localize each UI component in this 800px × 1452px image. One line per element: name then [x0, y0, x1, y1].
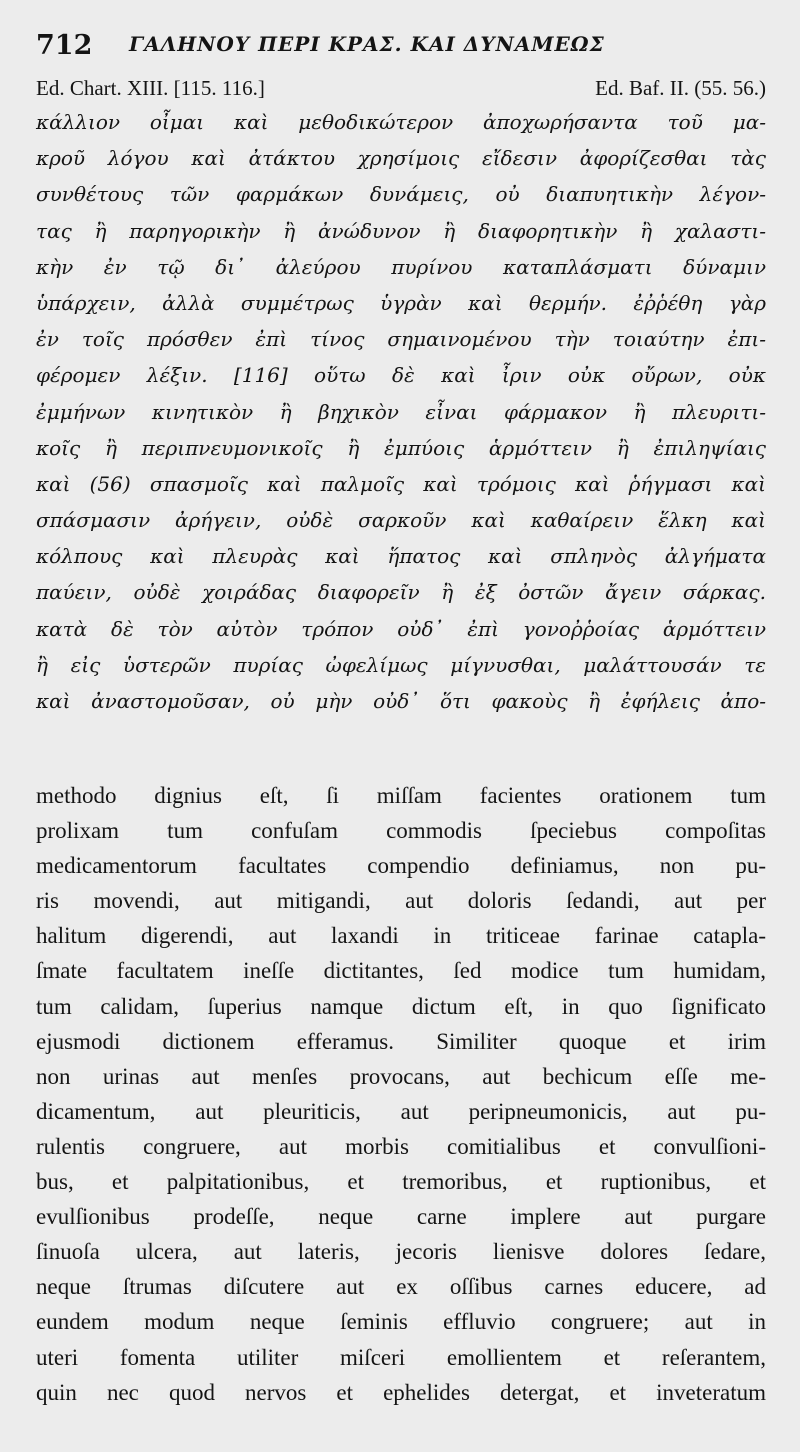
running-title: ΓΑΛΗΝΟΥ ΠΕΡΙ ΚΡΑΣ. ΚΑΙ ΔΥΝΑΜΕΩΣ: [129, 32, 605, 56]
latin-text-line: quin nec quod nervos et ephelides detergat, et inveteratum: [36, 1379, 766, 1405]
edition-reference-basel: Ed. Baf. II. (55. 56.): [595, 76, 766, 100]
latin-text-line: evulſionibus prodeſſe, neque carne implere aut purgare: [36, 1204, 766, 1230]
greek-text-line: ἐν τοῖς πρόσθεν ἐπὶ τίνος σημαινομένου τὴν τοιαύτην ἐπι-: [36, 327, 766, 352]
latin-text-line: rulentis congruere, aut morbis comitialibus et convulſioni-: [36, 1133, 766, 1159]
edition-references: [36, 76, 766, 102]
greek-text-line: ἐμμήνων κινητικὸν ἢ βηχικὸν εἶναι φάρμακον ἢ πλευριτι-: [36, 399, 766, 424]
greek-text-line: φέρομεν λέξιν. [116] οὕτω δὲ καὶ ἶριν οὐκ οὔρων, οὐκ: [36, 363, 766, 388]
greek-text-block: [36, 104, 766, 719]
greek-text-line: ὑπάρχειν, ἀλλὰ συμμέτρως ὑγρὰν καὶ θερμήν. ἐῤῥέθη γὰρ: [36, 290, 766, 315]
latin-text-line: methodo dignius eſt, ſi miſſam facientes orationem tum: [36, 783, 766, 808]
greek-text-line: παύειν, οὐδὲ χοιράδας διαφορεῖν ἢ ἐξ ὀστῶν ἄγειν σάρκας.: [36, 580, 766, 605]
greek-text-line: κάλλιον οἶμαι καὶ μεθοδικώτερον ἀποχωρήσαντα τοῦ μα-: [36, 110, 766, 134]
latin-text-line: ſinuoſa ulcera, aut lateris, jecoris lienisve dolores ſedare,: [36, 1239, 766, 1265]
latin-text-line: uteri fomenta utiliter miſceri emollientem et reſerantem,: [36, 1344, 766, 1370]
greek-text-line: καὶ ἀναστομοῦσαν, οὐ μὴν οὐδ᾽ ὅτι φακοὺς ἢ ἐφήλεις ἀπο-: [36, 689, 766, 713]
latin-text-block: [36, 778, 766, 1410]
page-number: 712: [36, 30, 93, 61]
greek-text-line: κατὰ δὲ τὸν αὐτὸν τρόπον οὐδ᾽ ἐπὶ γονοῤῥοίας ἁρμόττειν: [36, 616, 766, 641]
greek-text-line: ἢ εἰς ὑστερῶν πυρίας ὠφελίμως μίγνυσθαι, μαλάττουσάν τε: [36, 652, 766, 677]
greek-text-line: κοῖς ἢ περιπνευμονικοῖς ἢ ἐμπύοις ἁρμόττειν ἢ ἐπιληψίαις: [36, 435, 766, 460]
page-header: [36, 30, 766, 64]
latin-text-line: ejusmodi dictionem efferamus. Similiter quoque et irim: [36, 1028, 766, 1054]
latin-text-line: ſmate facultatem ineſſe dictitantes, ſed modice tum humidam,: [36, 958, 766, 984]
edition-reference-chartier: Ed. Chart. XIII. [115. 116.]: [36, 76, 265, 100]
latin-text-line: tum calidam, ſuperius namque dictum eſt, in quo ſignificato: [36, 993, 766, 1019]
latin-text-line: medicamentorum facultates compendio definiamus, non pu-: [36, 853, 766, 879]
greek-text-line: τας ἢ παρηγορικὴν ἢ ἀνώδυνον ἢ διαφορητικὴν ἢ χαλαστι-: [36, 218, 766, 243]
latin-text-line: dicamentum, aut pleuriticis, aut peripneumonicis, aut pu-: [36, 1098, 766, 1124]
greek-text-line: κροῦ λόγου καὶ ἀτάκτου χρησίμοις εἴδεσιν ἀφορίζεσθαι τὰς: [36, 146, 766, 171]
greek-text-line: κόλπους καὶ πλευρὰς καὶ ἥπατος καὶ σπληνὸς ἀλγήματα: [36, 544, 766, 569]
greek-text-line: σπάσμασιν ἀρήγειν, οὐδὲ σαρκοῦν καὶ καθαίρειν ἕλκη καὶ: [36, 508, 766, 533]
latin-text-line: neque ſtrumas diſcutere aut ex oſſibus carnes educere, ad: [36, 1274, 766, 1300]
greek-text-line: συνθέτους τῶν φαρμάκων δυνάμεις, οὐ διαπυητικὴν λέγον-: [36, 182, 766, 207]
greek-text-line: κὴν ἐν τῷ δι᾽ ἀλεύρου πυρίνου καταπλάσματι δύναμιν: [36, 254, 766, 279]
latin-text-line: ris movendi, aut mitigandi, aut doloris ſedandi, aut per: [36, 888, 766, 914]
latin-text-line: bus, et palpitationibus, et tremoribus, et ruptionibus, et: [36, 1169, 766, 1195]
latin-text-line: prolixam tum confuſam commodis ſpeciebus compoſitas: [36, 818, 766, 844]
greek-text-line: καὶ (56) σπασμοῖς καὶ παλμοῖς καὶ τρόμοις καὶ ῥήγμασι καὶ: [36, 471, 766, 496]
latin-text-line: eundem modum neque ſeminis effluvio congruere; aut in: [36, 1309, 766, 1335]
latin-text-line: non urinas aut menſes provocans, aut bechicum eſſe me-: [36, 1063, 766, 1089]
latin-text-line: halitum digerendi, aut laxandi in triticeae farinae catapla-: [36, 923, 766, 949]
